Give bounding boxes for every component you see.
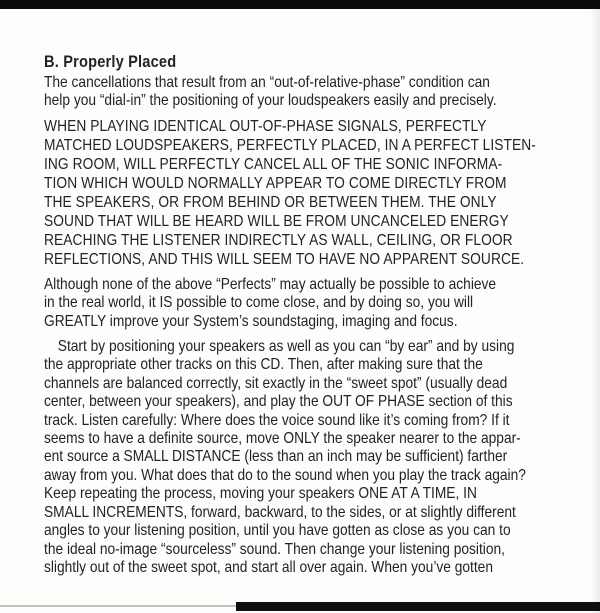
section-heading: [44, 52, 600, 72]
text-line: channels are balanced correctly, sit exactly in the “sweet spot” (usually dead: [44, 374, 508, 392]
text-line: TION WHICH WOULD NORMALLY APPEAR TO COME DIRECTLY FROM: [44, 174, 507, 192]
text-line: The cancellations that result from an “out-of-relative-phase” condition can: [44, 74, 490, 91]
text-line: B. Properly Placed: [44, 52, 177, 71]
paragraph: [44, 117, 600, 269]
text-line: ING ROOM, WILL PERFECTLY CANCEL ALL OF THE SONIC INFORMA-: [44, 155, 503, 173]
text-line: ent source a SMALL DISTANCE (less than an inch may be sufficient) farther: [44, 448, 508, 466]
text-line: THE SPEAKERS, OR FROM BEHIND OR BETWEEN THEM. THE ONLY: [44, 193, 497, 211]
text-line: help you “dial-in” the positioning of your loudspeakers easily and precisely.: [44, 92, 497, 110]
text-line: REACHING THE LISTENER INDIRECTLY AS WALL, CEILING, OR FLOOR: [44, 231, 513, 249]
bottom-scan-line: [0, 605, 240, 607]
bottom-scan-bar: [236, 602, 600, 611]
text-line: GREATLY improve your System’s soundstaging, imaging and focus.: [44, 312, 458, 330]
text-line: the ideal no-image “sourceless” sound. Then change your listening position,: [44, 540, 505, 558]
text-line: center, between your speakers), and play the OUT OF PHASE section of this: [44, 393, 513, 411]
text-line: SMALL INCREMENTS, forward, backward, to the sides, or at slightly different: [44, 503, 516, 521]
paragraph: [44, 74, 600, 111]
text-line: seems to have a definite source, move ONLY the speaker nearer to the appar-: [44, 430, 521, 448]
text-line: SOUND THAT WILL BE HEARD WILL BE FROM UNCANCELED ENERGY: [44, 212, 509, 230]
page-text: [44, 52, 600, 577]
text-line: WHEN PLAYING IDENTICAL OUT-OF-PHASE SIGNALS, PERFECTLY: [44, 117, 487, 135]
text-line: the appropriate other tracks on this CD. Then, after making sure that the: [44, 356, 483, 374]
text-line: angles to your listening position, until you have gotten as close as you can to: [44, 522, 511, 540]
text-line: track. Listen carefully: Where does the voice sound like it’s coming from? If it: [44, 411, 510, 429]
text-line: REFLECTIONS, AND THIS WILL SEEM TO HAVE NO APPARENT SOURCE.: [44, 250, 525, 268]
text-line: away from you. What does that do to the sound when you play the track again?: [44, 466, 526, 484]
paragraph: [44, 338, 600, 577]
text-line: Although none of the above “Perfects” may actually be possible to achieve: [44, 275, 497, 293]
paragraph: [44, 276, 600, 331]
top-scan-bar: [0, 0, 600, 9]
text-line: Start by positioning your speakers as well as you can “by ear” and by using: [57, 338, 515, 356]
text-line: MATCHED LOUDSPEAKERS, PERFECTLY PLACED, IN A PERFECT LISTEN-: [44, 136, 536, 154]
text-line: slightly out of the sweet spot, and start all over again. When you’ve gotten: [44, 558, 493, 576]
page-edge-shadow: [590, 0, 600, 613]
text-line: Keep repeating the process, moving your speakers ONE AT A TIME, IN: [44, 485, 477, 503]
text-line: in the real world, it IS possible to come close, and by doing so, you will: [44, 294, 474, 312]
